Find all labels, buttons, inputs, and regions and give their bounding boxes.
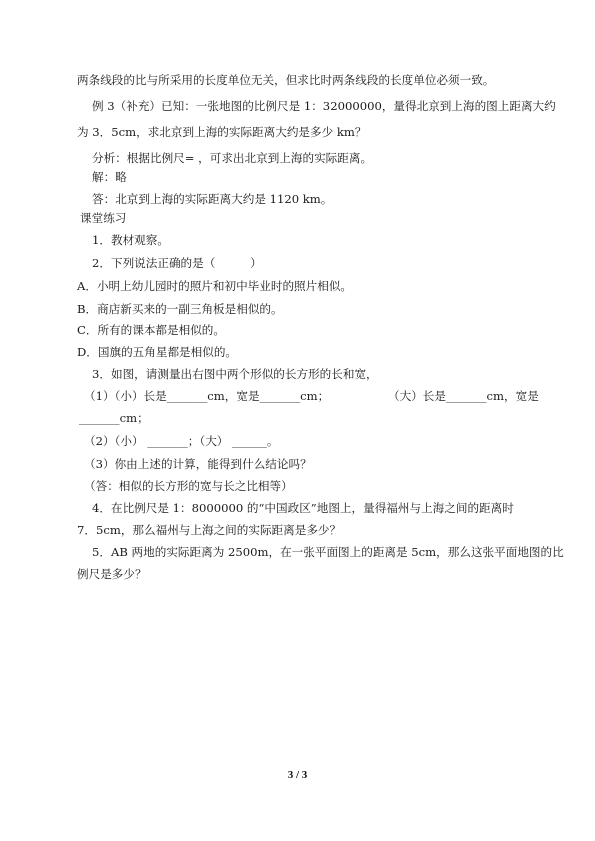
exercise-2-question: 2．下列说法正确的是（ ）	[92, 256, 262, 270]
paragraph-units-note: 两条线段的比与所采用的长度单位无关，但求比时两条线段的长度单位必须一致。	[77, 73, 495, 87]
example-3-question-line-1: 例 3（补充）已知：一张地图的比例尺是 1：32000000，量得北京到上海的图上距离大约	[92, 99, 556, 113]
exercise-3-part-1-small: （1）（小）长是_______cm，宽是_______cm；	[84, 389, 330, 403]
exercise-3-part-2: （2）（小） _______；（大） ______。	[84, 434, 279, 448]
exercise-3-part-1-continued: _______cm；	[79, 411, 149, 425]
exercise-5-line-1: 5．AB 两地的实际距离为 2500m，在一张平面图上的距离是 5cm，那么这张平面地图的比	[92, 545, 564, 559]
example-3-solution: 解：略	[92, 170, 127, 184]
exercise-4-line-1: 4．在比例尺是 1：8000000 的“中国政区”地图上，量得福州与上海之间的距离时	[92, 501, 514, 515]
example-3-question-line-2: 为 3．5cm，求北京到上海的实际距离大约是多少 km？	[77, 125, 367, 139]
exercise-3-part-1-large: （大）长是_______cm，宽是	[388, 389, 539, 403]
exercise-4-line-2: 7．5cm，那么福州与上海之间的实际距离是多少？	[77, 523, 342, 537]
exercise-2-option-b: B．商店新买来的一副三角板是相似的。	[77, 302, 283, 316]
example-3-analysis: 分析：根据比例尺= ，可求出北京到上海的实际距离。	[92, 151, 373, 165]
exercise-2-option-a: A．小明上幼儿园时的照片和初中毕业时的照片相似。	[77, 279, 353, 293]
section-heading-practice: 课堂练习	[80, 211, 127, 225]
exercise-1: 1．教材观察。	[92, 233, 169, 247]
exercise-3-question: 3．如图，请测量出右图中两个形似的长方形的长和宽，	[92, 367, 378, 381]
exercise-2-option-d: D．国旗的五角星都是相似的。	[77, 345, 238, 359]
exercise-5-line-2: 例尺是多少？	[77, 567, 147, 581]
example-3-answer: 答：北京到上海的实际距离大约是 1120 km。	[92, 192, 333, 206]
exercise-3-answer: （答：相似的长方形的宽与长之比相等）	[84, 479, 293, 493]
exercise-2-option-c: C．所有的课本都是相似的。	[77, 323, 225, 337]
page-number: 3 / 3	[287, 769, 308, 781]
exercise-3-part-3: （3）你由上述的计算，能得到什么结论吗？	[84, 457, 312, 471]
